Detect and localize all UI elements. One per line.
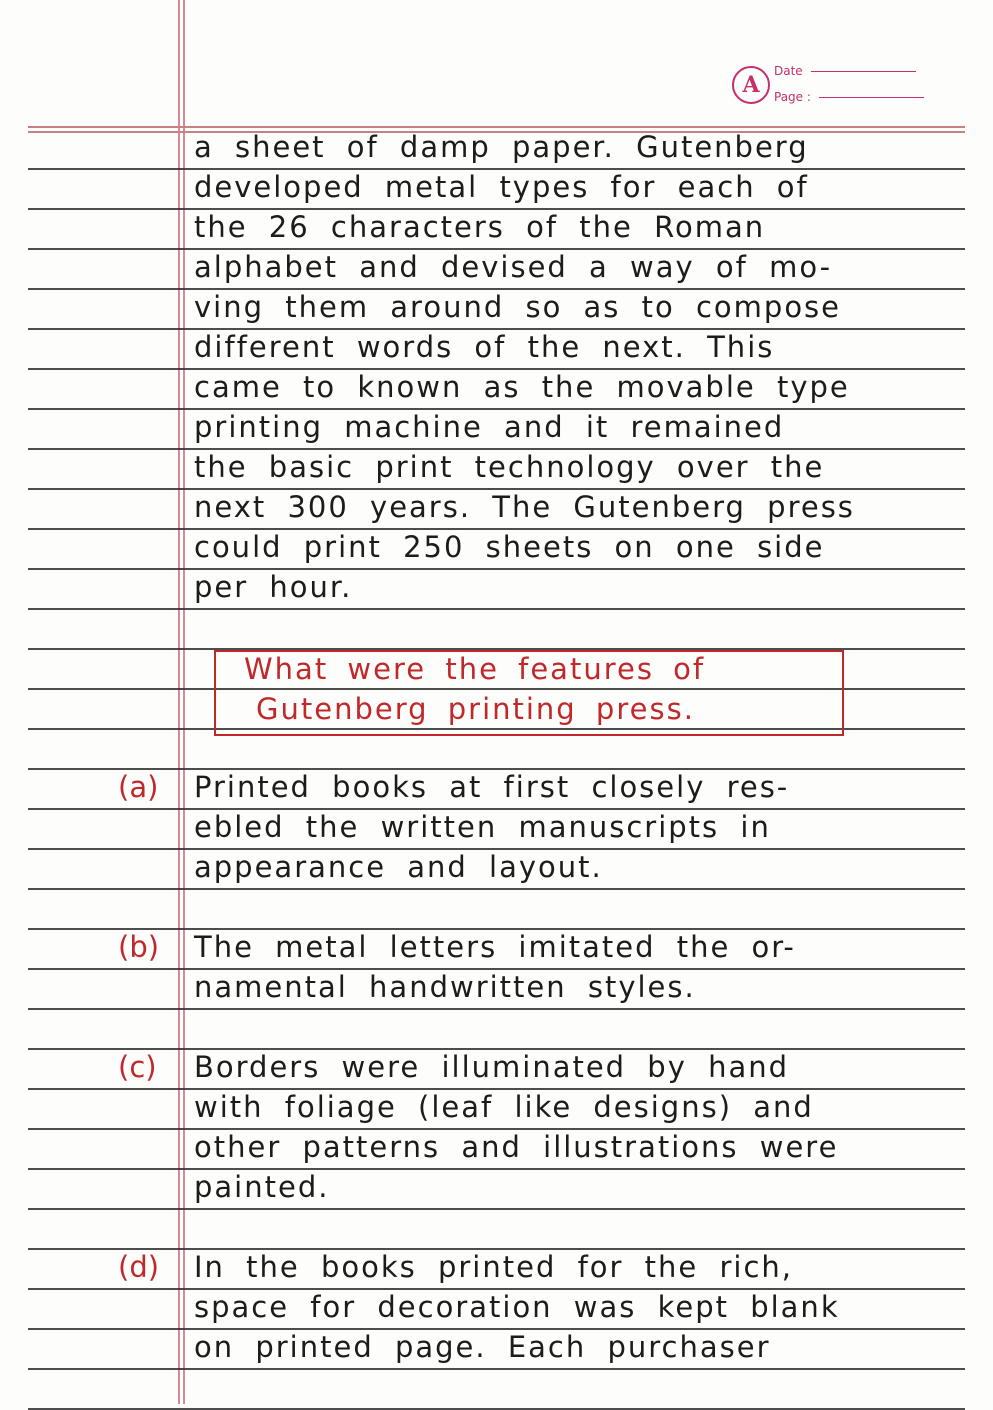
top-rule xyxy=(28,126,965,128)
handwritten-line: with foliage (leaf like designs) and xyxy=(194,1090,814,1124)
ruled-line xyxy=(28,888,965,890)
handwritten-line: Printed books at first closely res- xyxy=(194,770,790,804)
ruled-line xyxy=(28,1368,965,1370)
handwritten-line: appearance and layout. xyxy=(194,850,603,884)
handwritten-line: ving them around so as to compose xyxy=(194,290,842,324)
handwritten-line: In the books printed for the rich, xyxy=(194,1250,794,1284)
question-heading-line2: Gutenberg printing press. xyxy=(256,692,695,726)
handwritten-line: painted. xyxy=(194,1170,330,1204)
question-heading-line1: What were the features of xyxy=(244,652,706,686)
ruled-line xyxy=(28,1008,965,1010)
handwritten-line: a sheet of damp paper. Gutenberg xyxy=(194,130,809,164)
handwritten-line: other patterns and illustrations were xyxy=(194,1130,839,1164)
page-label: Page : xyxy=(774,90,811,104)
date-page-stamp xyxy=(732,62,932,110)
ruled-line xyxy=(28,1168,965,1170)
ruled-line xyxy=(28,568,965,570)
handwritten-line: on printed page. Each purchaser xyxy=(194,1330,771,1364)
handwritten-line: space for decoration was kept blank xyxy=(194,1290,840,1324)
date-label: Date xyxy=(774,64,803,78)
handwritten-line: could print 250 sheets on one side xyxy=(194,530,825,564)
margin-line xyxy=(178,0,180,1404)
point-label: (c) xyxy=(118,1050,157,1084)
stamp-logo: A xyxy=(732,66,770,104)
handwritten-line: Borders were illuminated by hand xyxy=(194,1050,790,1084)
ruled-line xyxy=(28,1208,965,1210)
point-label: (a) xyxy=(118,770,159,804)
handwritten-line: the 26 characters of the Roman xyxy=(194,210,766,244)
handwritten-line: next 300 years. The Gutenberg press xyxy=(194,490,855,524)
point-label: (d) xyxy=(118,1250,160,1284)
handwritten-line: alphabet and devised a way of mo- xyxy=(194,250,833,284)
handwritten-line: developed metal types for each of xyxy=(194,170,809,204)
margin-line xyxy=(183,0,185,1404)
handwritten-line: different words of the next. This xyxy=(194,330,775,364)
point-label: (b) xyxy=(118,930,160,964)
handwritten-line: The metal letters imitated the or- xyxy=(194,930,796,964)
handwritten-line: the basic print technology over the xyxy=(194,450,825,484)
ruled-line xyxy=(28,608,965,610)
handwritten-line: came to known as the movable type xyxy=(194,370,850,404)
handwritten-line: printing machine and it remained xyxy=(194,410,785,444)
handwritten-line: ebled the written manuscripts in xyxy=(194,810,771,844)
handwritten-line: per hour. xyxy=(194,570,353,604)
handwritten-line: namental handwritten styles. xyxy=(194,970,696,1004)
